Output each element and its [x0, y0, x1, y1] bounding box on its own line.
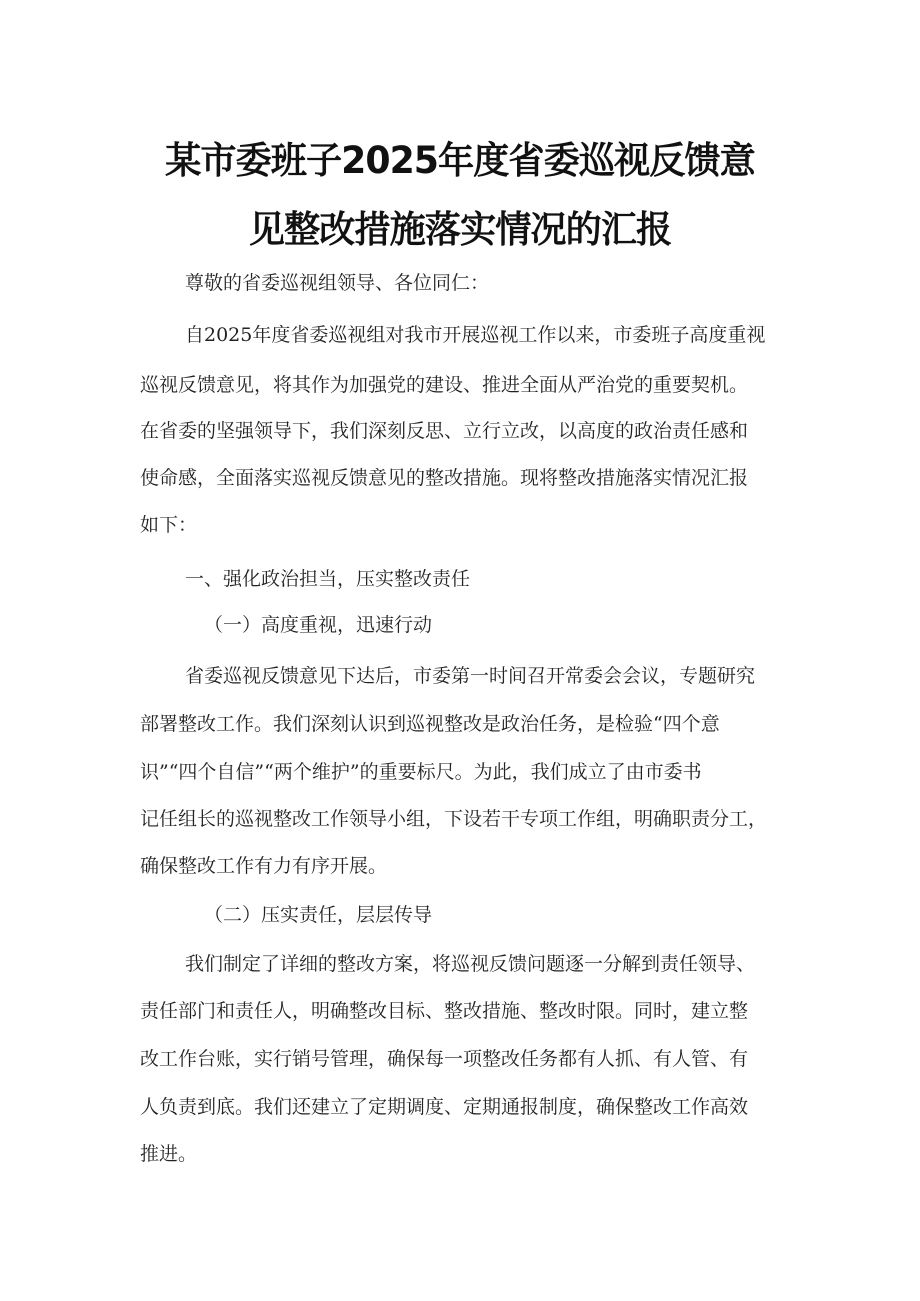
paragraph-line: 巡视反馈意见，将其作为加强党的建设、推进全面从严治党的重要契机。: [140, 374, 749, 396]
paragraph-line: 在省委的坚强领导下，我们深刻反思、立行立改，以高度的政治责任感和: [140, 420, 749, 442]
paragraph-line: 自2025年度省委巡视组对我市开展巡视工作以来，市委班子高度重视: [185, 324, 766, 346]
paragraph-line: 责任部门和责任人，明确整改目标、整改措施、整改时限。同时，建立整: [140, 1000, 749, 1022]
paragraph-line: 使命感，全面落实巡视反馈意见的整改措施。现将整改措施落实情况汇报: [140, 467, 749, 489]
salutation: 尊敬的省委巡视组领导、各位同仁：: [185, 272, 490, 294]
paragraph-line: 推进。: [140, 1143, 198, 1165]
subsection-heading: （二）压实责任，层层传导: [204, 904, 433, 926]
section-heading: 一、强化政治担当，压实整改责任: [185, 568, 471, 590]
paragraph-line: 确保整改工作有力有序开展。: [140, 855, 388, 877]
paragraph-line: 部署整改工作。我们深刻认识到巡视整改是政治任务，是检验“四个意: [140, 713, 720, 735]
paragraph-line: 我们制定了详细的整改方案，将巡视反馈问题逐一分解到责任领导、: [185, 953, 756, 975]
paragraph-line: 省委巡视反馈意见下达后，市委第一时间召开常委会会议，专题研究: [185, 665, 756, 687]
paragraph-line: 改工作台账，实行销号管理，确保每一项整改任务都有人抓、有人管、有: [140, 1048, 749, 1070]
subsection-heading: （一）高度重视，迅速行动: [204, 614, 433, 636]
paragraph-line: 记任组长的巡视整改工作领导小组，下设若干专项工作组，明确职责分工，: [140, 808, 768, 830]
paragraph-line: 如下：: [140, 514, 198, 536]
document-title-line-1: 某市委班子2025年度省委巡视反馈意: [165, 139, 755, 182]
paragraph-line: 人负责到底。我们还建立了定期调度、定期通报制度，确保整改工作高效: [140, 1096, 749, 1118]
document-title-line-2: 见整改措施落实情况的汇报: [248, 208, 672, 251]
paragraph-line: 识”“四个自信”“两个维护”的重要标尺。为此，我们成立了由市委书: [140, 761, 702, 783]
